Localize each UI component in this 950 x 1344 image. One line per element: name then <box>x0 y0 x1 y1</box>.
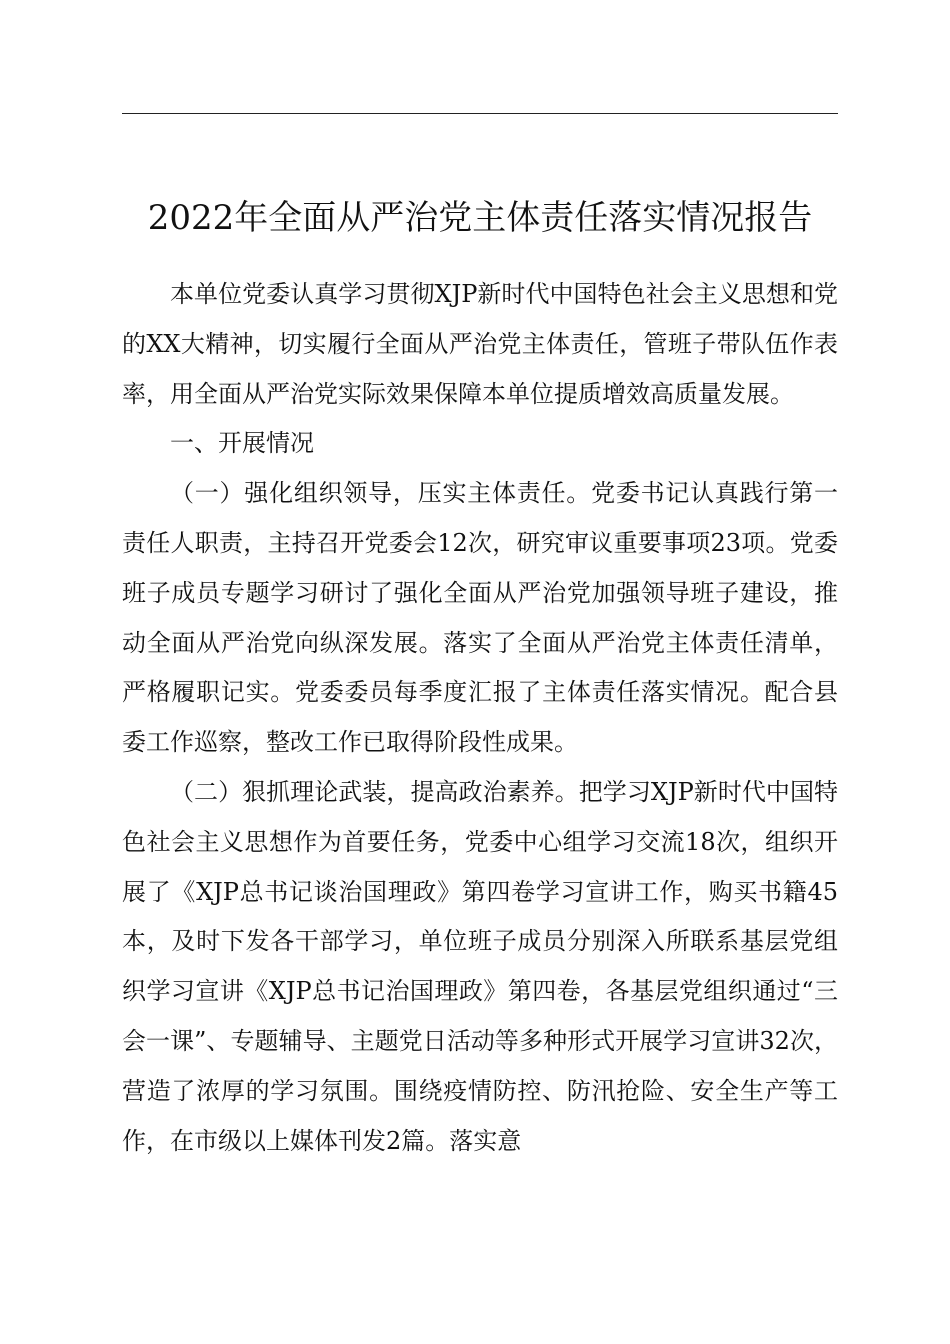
document-title: 2022年全面从严治党主体责任落实情况报告 <box>147 197 813 238</box>
intro-paragraph: 本单位党委认真学习贯彻XJP新时代中国特色社会主义思想和党的XX大精神，切实履行全面从严治党主体责任，管班子带队伍作表率，用全面从严治党实际效果保障本单位提质增效高质量发展。 <box>122 280 838 408</box>
document-body <box>122 270 838 1166</box>
subsection-2-paragraph: （二）狠抓理论武装，提高政治素养。把学习XJP新时代中国特色社会主义思想作为首要任务，党委中心组学习交流18次，组织开展了《XJP总书记谈治国理政》第四卷学习宣讲工作，购买书籍45本，及时下发各干部学习，单位班子成员分别深入所联系基层党组织学习宣讲《XJP总书记治国理政》第四卷，各基层党组织通过“三会一课”、专题辅导、主题党日活动等多种形式开展学习宣讲32次，营造了浓厚的学习氛围。围绕疫情防控、防汛抢险、安全生产等工作，在市级以上媒体刊发2篇。落实意 <box>122 777 838 1155</box>
section-heading: 一、开展情况 <box>170 429 314 458</box>
header-rule <box>122 113 838 114</box>
subsection-1-paragraph: （一）强化组织领导，压实主体责任。党委书记认真践行第一责任人职责，主持召开党委会12次，研究审议重要事项23项。党委班子成员专题学习研讨了强化全面从严治党加强领导班子建设，推动全面从严治党向纵深发展。落实了全面从严治党主体责任清单，严格履职记实。党委委员每季度汇报了主体责任落实情况。配合县委工作巡察，整改工作已取得阶段性成果。 <box>122 479 838 757</box>
